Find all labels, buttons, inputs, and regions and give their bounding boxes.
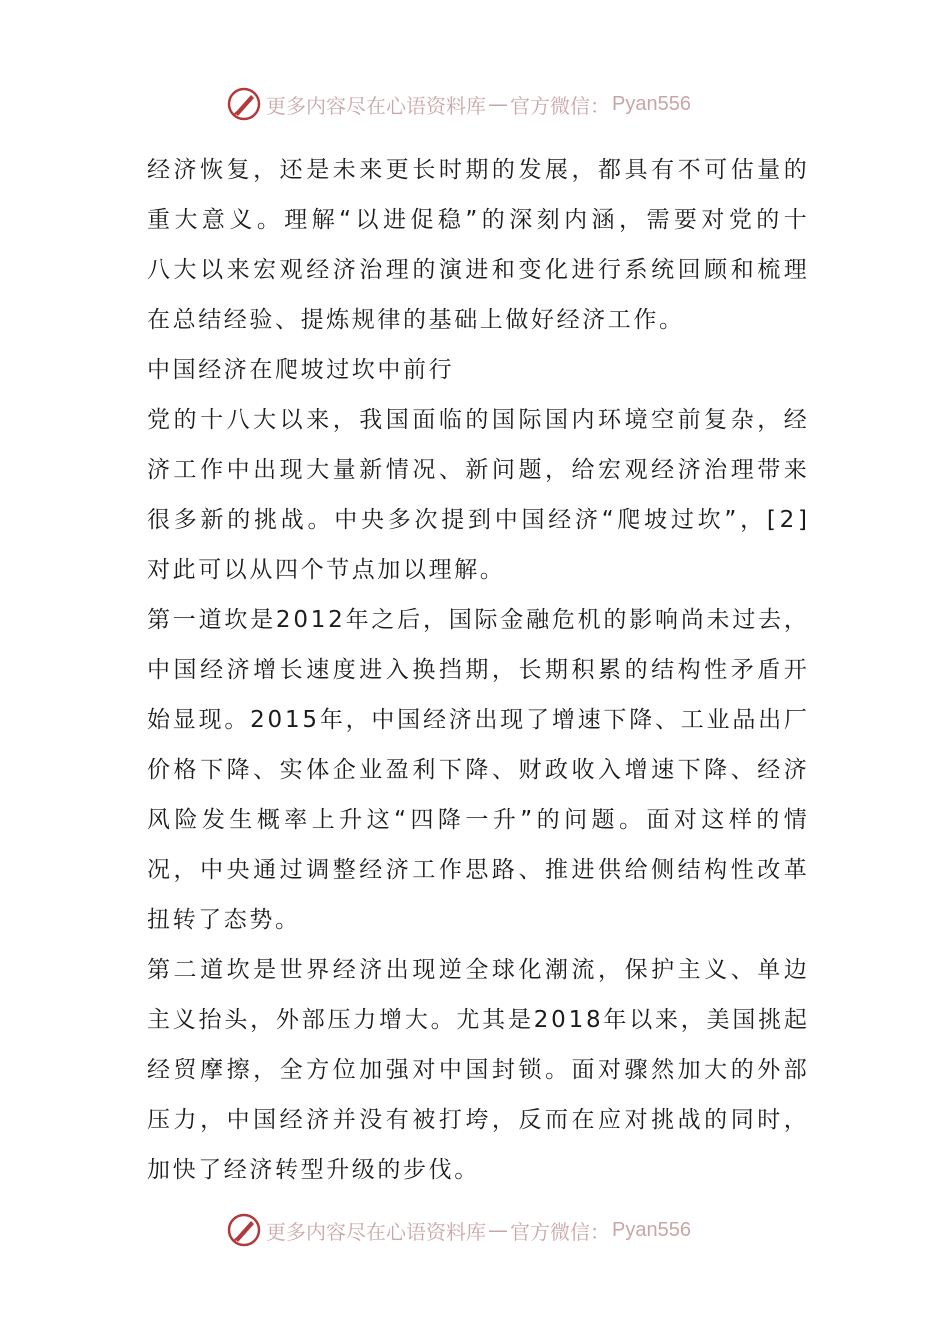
wechat-label: 官方微信：	[510, 1219, 610, 1244]
banner-dash: —	[488, 1218, 508, 1242]
text-line: 经 济 恢 复 ， 还 是 未 来 更 长 时 期 的 发 展 ， 都 具 有 不 可 估 量 的	[147, 157, 807, 183]
pen-logo-icon	[226, 86, 262, 122]
text-line: 经 贸 摩 擦 ， 全 方 位 加 强 对 中 国 封 锁 。 面 对 骤 然 加 大 的 外 部	[147, 1057, 807, 1083]
text-line: 重 大 意 义 。 理 解 “ 以 进 促 稳 ” 的 深 刻 内 涵 ， 需 要 对 党 的 十	[147, 207, 807, 233]
footer-watermark-banner	[226, 1210, 746, 1250]
wechat-id: Pyan556	[612, 1218, 691, 1241]
banner-text: 更多内容尽在心语资料库	[266, 1219, 486, 1244]
text-line: 很 多 新 的 挑 战 。 中 央 多 次 提 到 中 国 经 济 “ 爬 坡 过 坎 ” ， [ 2 ]	[147, 507, 807, 533]
text-line: 压 力 ， 中 国 经 济 并 没 有 被 打 垮 ， 反 而 在 应 对 挑 战 的 同 时 ，	[147, 1107, 807, 1133]
wechat-label: 官方微信：	[510, 93, 610, 118]
text-line: 扭转了态势。	[147, 907, 301, 933]
text-line: 主 义 抬 头 ， 外 部 压 力 增 大 。 尤 其 是 2 0 1 8 年 以 来 ， 美 国 挑 起	[147, 1007, 807, 1033]
text-line: 济 工 作 中 出 现 大 量 新 情 况 、 新 问 题 ， 给 宏 观 经 济 治 理 带 来	[147, 457, 807, 483]
text-line: 第 一 道 坎 是 2 0 1 2 年 之 后 ， 国 际 金 融 危 机 的 影 响 尚 未 过 去 ，	[147, 607, 807, 633]
banner-dash: —	[488, 92, 508, 116]
text-line: 在总结经验、提炼规律的基础上做好经济工作。	[147, 307, 685, 333]
text-line: 始 显 现 。 2 0 1 5 年 ， 中 国 经 济 出 现 了 增 速 下 降 、 工 业 品 出 厂	[147, 707, 807, 733]
wechat-id: Pyan556	[612, 92, 691, 115]
text-line: 中 国 经 济 增 长 速 度 进 入 换 挡 期 ， 长 期 积 累 的 结 构 性 矛 盾 开	[147, 657, 807, 683]
banner-text: 更多内容尽在心语资料库	[266, 93, 486, 118]
text-line: 加快了经济转型升级的步伐。	[147, 1157, 480, 1183]
section-heading: 中国经济在爬坡过坎中前行	[147, 357, 455, 383]
text-line: 况 ， 中 央 通 过 调 整 经 济 工 作 思 路 、 推 进 供 给 侧 结 构 性 改 革	[147, 857, 807, 883]
text-line: 第 二 道 坎 是 世 界 经 济 出 现 逆 全 球 化 潮 流 ， 保 护 主 义 、 单 边	[147, 957, 807, 983]
document-body	[147, 145, 807, 1195]
header-watermark-banner	[226, 84, 746, 124]
text-line: 对此可以从四个节点加以理解。	[147, 557, 506, 583]
text-line: 风 险 发 生 概 率 上 升 这 “ 四 降 一 升 ” 的 问 题 。 面 对 这 样 的 情	[147, 807, 807, 833]
text-line: 党 的 十 八 大 以 来 ， 我 国 面 临 的 国 际 国 内 环 境 空 前 复 杂 ， 经	[147, 407, 807, 433]
pen-logo-icon	[226, 1212, 262, 1248]
text-line: 价 格 下 降 、 实 体 企 业 盈 利 下 降 、 财 政 收 入 增 速 下 降 、 经 济	[147, 757, 807, 783]
text-line: 八 大 以 来 宏 观 经 济 治 理 的 演 进 和 变 化 进 行 系 统 回 顾 和 梳 理	[147, 257, 807, 283]
